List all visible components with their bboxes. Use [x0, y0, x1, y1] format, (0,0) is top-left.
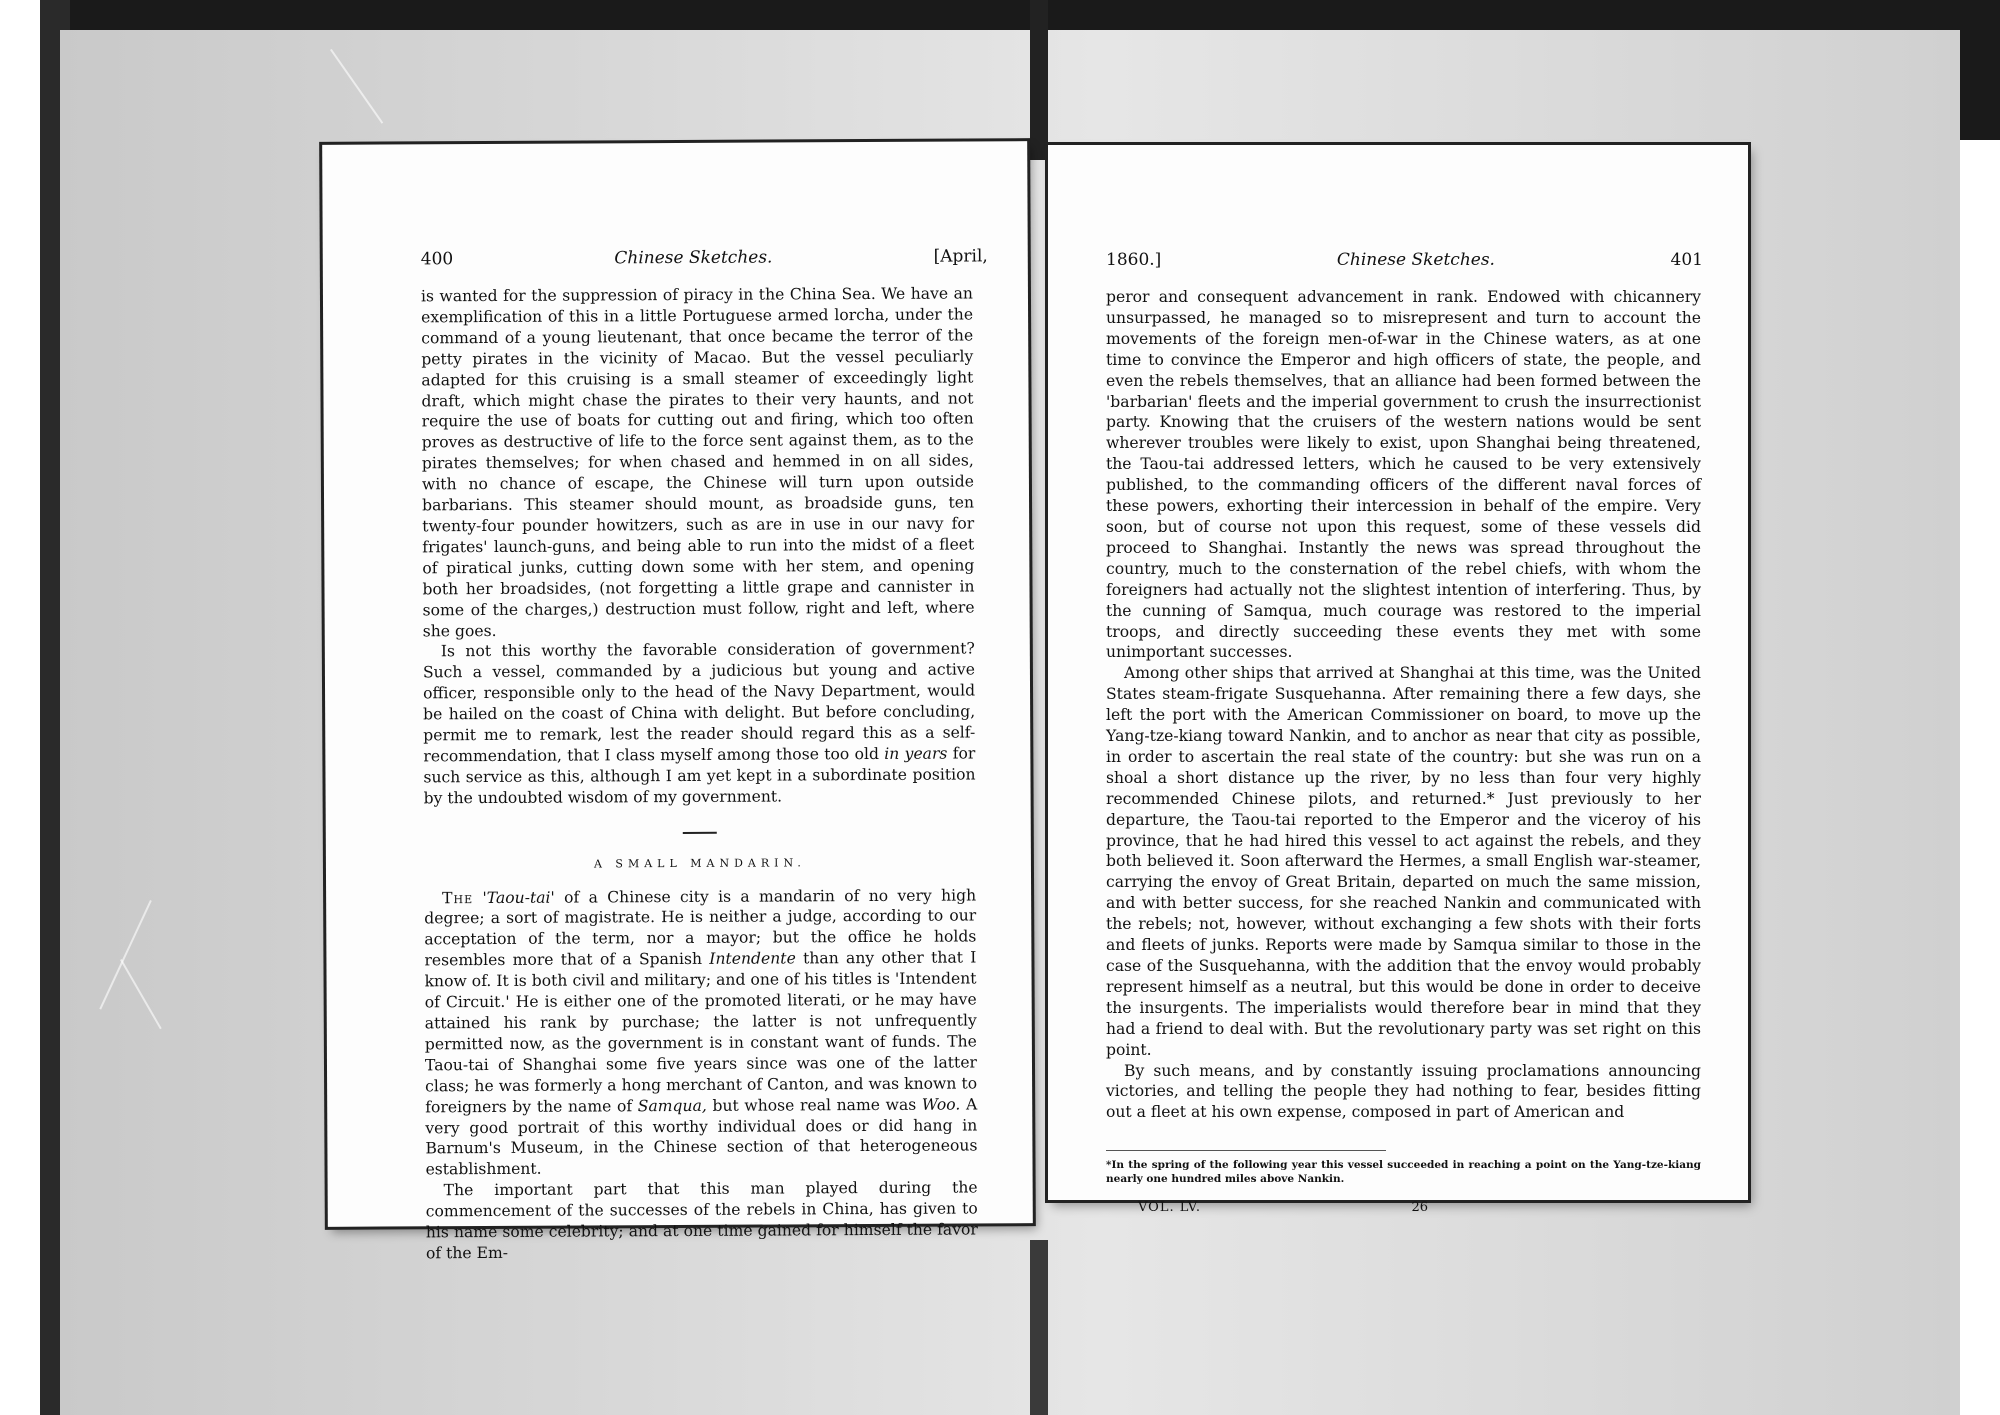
binding-gutter-top: [1030, 0, 1048, 160]
right-running-head: [1106, 250, 1703, 276]
footnote: *In the spring of the following year this vessel succeeded in reaching a point on the Yang-tze-kiang nearly one hundred miles above Nankin.: [1106, 1159, 1701, 1185]
signature-number: 26: [1411, 1200, 1428, 1215]
left-paragraph-3-lead: The: [442, 888, 474, 907]
left-date-mark: [April,: [933, 246, 988, 267]
left-running-head: [421, 246, 988, 275]
left-paragraph-1: is wanted for the suppression of piracy in the China Sea. We have an exemplification of this in a little Portuguese armed lorcha, under the command of a young lieutenant, that once became the terror of the petty pirates in the vicinity of Macao. But the vessel peculiarly adapted for this cruising is a small steamer of exceedingly light draft, which might chase the pirates to their very haunts, and not require the use of boats for cutting out and firing, which too often proves as destructive of life to the force sent against them, as to the pirates themselves; for when chased and hemmed in on all sides, with no chance of escape, the Chinese will turn upon outside barbarians. This steamer should mount, as broadside guns, ten twenty-four pounder howitzers, such as are in use in our navy for frigates' launch-guns, and being able to run into the midst of a fleet of piratical junks, cutting down some with her stem, and opening both her broadsides, (not forgetting a little grape and cannister in some of the charges,) destruction must follow, right and left, where she goes.: [420, 284, 975, 640]
signature-line: [1138, 1200, 1658, 1215]
right-paragraph-3: By such means, and by constantly issuing proclamations announcing victories, and telling the people they had nothing to fear, besides fitting out a fleet at his own expense, composed in part of American and: [1106, 1061, 1701, 1122]
left-paragraph-2-text: Is not this worthy the favorable consideration of government? Such a vessel, commanded by a judicious but young and active officer, responsible only to the head of the Navy Department, would be hailed on the coast of China with delight. But before concluding, permit me to remark, lest the reader should regard this as a self-recommendation, that I class myself among those too old: [422, 639, 976, 766]
right-page: [1048, 145, 1748, 1215]
volume-mark: VOL. LV.: [1138, 1200, 1202, 1215]
left-paragraph-2-tail: for such service as this, although I am yet kept in a subordinate position by the undoubted wisdom of my government.: [423, 744, 976, 808]
left-page-number: 400: [420, 249, 454, 270]
left-paragraph-3-d: A very good portrait of this worthy individual does or did hang in Barnum's Museum, in the Chinese section of that heterogeneous establishment.: [425, 1095, 978, 1179]
left-paragraph-3-woo: Woo.: [921, 1095, 961, 1114]
section-rule: [683, 831, 717, 833]
right-page-number: 401: [1670, 250, 1703, 270]
right-running-title: Chinese Sketches.: [1336, 250, 1495, 270]
footnote-rule: [1106, 1150, 1386, 1151]
left-paragraph-3-samqua: Samqua,: [637, 1096, 707, 1115]
section-heading: A SMALL MANDARIN.: [593, 855, 806, 871]
left-paragraph-3-term: 'Taou-tai': [482, 888, 555, 907]
left-paragraph-3-a: of a Chinese city is a mandarin of no very high degree; a sort of magistrate. He is neither a judge, according to our acceptation of the term, nor a mayor; but the office he holds resembles more that of a Spanish: [424, 886, 977, 970]
left-body-text: [421, 283, 978, 1264]
left-paragraph-3: [424, 885, 978, 1181]
left-paragraph-3-b: than any other that I know of. It is both civil and military; and one of his titles is 'Intendent of Circuit.' He is either one of the promoted literati, or he may have attained his rank by purchase; the latter is not unfrequently permitted now, as the government is in constant want of funds. The Taou-tai of Shanghai some five years since was one of the latter class; he was formerly a hong merchant of Canton, and was known to foreigners by the name of: [424, 948, 978, 1116]
right-date-mark: 1860.]: [1106, 250, 1162, 270]
left-paragraph-2: [423, 639, 976, 809]
right-paragraph-2: Among other ships that arrived at Shanghai at this time, was the United States steam-frigate Susquehanna. After remaining there a few days, she left the port with the American Commissioner on board, to move up the Yang-tze-kiang toward Nankin, and to anchor as near that city as possible, in order to ascertain the real state of the country: but she was run on a shoal a short distance up the river, by no less than four very highly recommended Chinese pilots, and returned.* Just previously to her departure, the Taou-tai reported to the Emperor and the viceroy of his province, that he had hired this vessel to act against the rebels, and they both believed it. Soon afterward the Hermes, a small English war-steamer, carrying the envoy of Great Britain, departed on much the same mission, and with better success, for she reached Nankin and communicated with the rebels; not, however, without exchanging a few shots with their forts and fleets of junks. Reports were made by Samqua similar to those in the case of the Susquehanna, with the addition that the envoy would probably represent himself as a neutral, but this would be done in order to deceive the insurgents. The imperialists would therefore bear in mind that they had a friend to deal with. But the revolutionary party was set right on this point.: [1106, 664, 1701, 1059]
right-paragraph-1: peror and consequent advancement in rank. Endowed with chicannery unsurpassed, he managed so to misrepresent and turn to account the movements of the foreign men-of-war in the Chinese waters, as at one time to convince the Emperor and high officers of state, the people, and even the rebels themselves, that an alliance had been formed between the 'barbarian' fleets and the imperial government to crush the insurrectionist party. Knowing that the cruisers of the western nations would be sent wherever troubles were likely to exist, upon Shanghai being threatened, the Taou-tai addressed letters, which he caused to be very extensively published, to the commanding officers of the different naval forces of these powers, exhorting their intercession in behalf of the empire. Very soon, but of course not upon this request, some of these vessels did proceed to Shanghai. Instantly the news was spread throughout the country, much to the consternation of the rebel chiefs, with whom the foreigners had actually not the slightest intention of interfering. Thus, by the cunning of Samqua, much courage was restored to the imperial troops, and directly succeeding these events they met with some unimportant successes.: [1106, 288, 1701, 662]
left-page: [322, 141, 1033, 1263]
left-paragraph-3-c: but whose real name was: [712, 1095, 917, 1115]
binding-gutter-bottom: [1030, 1240, 1048, 1415]
right-body-text: [1106, 287, 1701, 1123]
left-paragraph-2-italic: in years: [884, 744, 948, 763]
left-running-title: Chinese Sketches.: [614, 247, 773, 269]
left-paragraph-4: The important part that this man played during the commencement of the successes of the rebels in China, has given to his name some celebrity; and at one time gained for himself the favor of the Em-: [425, 1178, 978, 1263]
left-paragraph-3-intendente: Intendente: [709, 949, 796, 969]
